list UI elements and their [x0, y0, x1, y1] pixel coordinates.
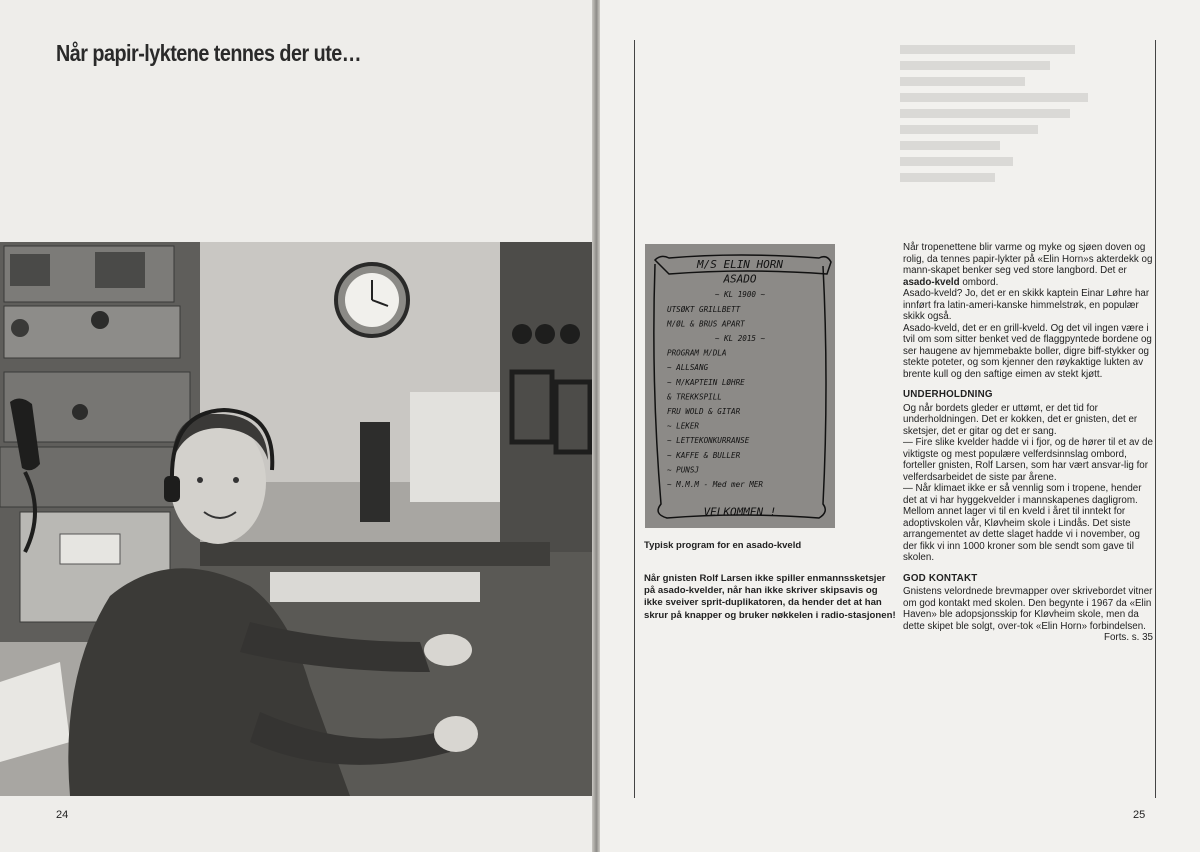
- paragraph: Og når bordets gleder er uttømt, er det tid for underholdningen. Det er kokken, det er gnisten, det er sketsjer, det er gitar og det er sang.: [903, 402, 1138, 437]
- poster-line: ~ PUNSJ: [667, 465, 700, 475]
- paragraph: Gnistens velordnede brevmapper over skrivebordet vitner om god kontakt med skolen. Den begynte i 1967 da «Elin Haven» ble adopsjonsskip for Kløvheim skole, men da dette skipet ble solgt, over-tok «Elin Horn» forbindelsen.: [903, 586, 1153, 632]
- paragraph: — Fire slike kvelder hadde vi i fjor, og de hører til et av de viktigste og mest populære velferdsinnslag ombord, forteller gnisten, Rolf Larsen, som har vært ansvar-lig for velferdsarbeidet de siste par årene.: [903, 437, 1153, 483]
- photo-caption-intro: Når gnisten Rolf Larsen ikke spiller enmannssketsjer på asado-kvelder, når han ikke skriver skipsavis og ikke sveiver sprit-duplikatoren, da hender det at han skrur på knapper og bruker nøkkelen i radio-stasjonen!: [644, 573, 896, 621]
- section-heading: GOD KONTAKT: [903, 572, 978, 584]
- column-rule-left: [634, 40, 635, 798]
- poster-caption: Typisk program for en asado-kveld: [644, 540, 802, 551]
- asado-program-poster: [645, 244, 835, 528]
- bleed-through-text: [900, 38, 1150, 228]
- poster-line: ~ ALLSANG: [667, 363, 709, 373]
- poster-line: ~ LEKER: [667, 421, 700, 431]
- poster-line: ~ M.M.M - Med mer MER: [667, 480, 764, 489]
- paragraph: Asado-kveld, det er en grill-kveld. Og det vil ingen være i tvil om som sitter benket ved de flaggpyntede bordene og ser haugene av hjemmebakte boller, digre biff-stykker og stekte poteter, og som kjenner den røykaktige lukten av brente kull og den saftige eimen av stekt kjøtt.: [903, 322, 1152, 380]
- paragraph: [903, 242, 1153, 288]
- article-body: [903, 242, 1153, 644]
- poster-line: UTSØKT GRILLBETT: [667, 304, 741, 314]
- right-page: [600, 0, 1200, 852]
- poster-line: ~ KL 1900 ~: [714, 290, 766, 300]
- poster-line: ~ M/KAPTEIN LØHRE: [667, 377, 745, 387]
- poster-line: ~ LETTEKONKURRANSE: [667, 436, 750, 446]
- photo-illustration: [0, 242, 594, 796]
- poster-line: VELKOMMEN !: [703, 505, 777, 519]
- poster-line: PROGRAM M/DLA: [667, 348, 727, 358]
- poster-line: ~ KL 2015 ~: [714, 334, 766, 343]
- poster-line: FRU WOLD & GITAR: [667, 407, 741, 416]
- headline: Når papir-lyktene tennes der ute…: [56, 40, 362, 66]
- page-number-left: 24: [56, 809, 69, 821]
- paragraph: — Når klimaet ikke er så vennlig som i tropene, hender det at vi har hyggekvelder i mannskapenes dagligrom. Mellom annet lager vi til en kveld i året til inntekt for adoptivskolen vår, Kløvheim skole i Lindås. Det siste arrangementet av dette slaget hadde vi i november, og der fikk vi inn 1000 kroner som ble sendt som gave til skolen.: [903, 483, 1142, 563]
- text: ombord.: [959, 276, 999, 288]
- left-page: [0, 0, 594, 852]
- continued-note: Forts. s. 35: [1104, 632, 1153, 643]
- poster-line: M/S ELIN HORN: [696, 258, 784, 271]
- page-number-right: 25: [1133, 809, 1146, 821]
- emphasis: asado-kveld: [903, 276, 960, 288]
- poster-drawing: [645, 244, 835, 528]
- text: Når tropenettene blir varme og myke og sjøen doven og rolig, da tennes papir-lykter på «Elin Horn»s akterdekk og mann-skapet benker seg ved store langbord. Det er: [903, 242, 1153, 276]
- poster-line: & TREKKSPILL: [667, 392, 722, 402]
- poster-line: ~ KAFFE & BULLER: [667, 450, 741, 460]
- radio-operator-photo: [0, 242, 594, 796]
- column-rule-right: [1155, 40, 1156, 798]
- poster-line: ASADO: [723, 272, 757, 286]
- section-heading: UNDERHOLDNING: [903, 389, 993, 400]
- paragraph: Asado-kveld? Jo, det er en skikk kaptein Einar Løhre har innført fra latin-ameri-kanske himmelstrøk, en populær skikk også.: [903, 288, 1150, 322]
- poster-line: M/ØL & BRUS APART: [667, 319, 745, 329]
